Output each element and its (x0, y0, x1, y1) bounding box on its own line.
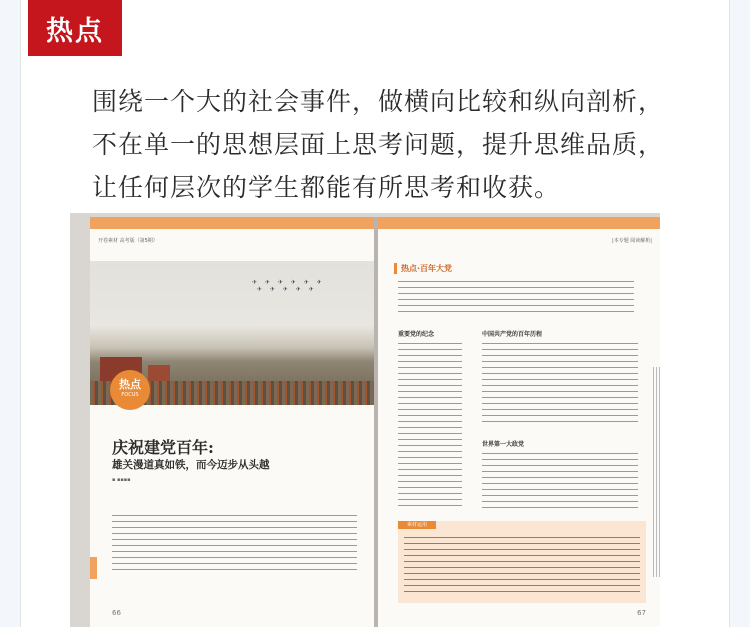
margin-text-lines (653, 367, 660, 577)
byline: ▪ ▪▪▪▪ (112, 477, 131, 483)
material-usage-box (398, 521, 646, 603)
right-page-number: 67 (637, 609, 646, 617)
subhead-largest-party: 世界第一大政党 (482, 441, 525, 448)
left-page-number: 66 (112, 609, 121, 617)
page-tab (90, 557, 97, 579)
article-title: 庆祝建党百年: (112, 438, 214, 457)
description-line-2: 不在单一的思想层面上思考问题，提升思维品质， (92, 130, 665, 159)
left-page-topbar (90, 217, 374, 229)
aircraft-formation-icon: ✈ ✈ ✈ ✈ ✈ ✈ ✈ ✈ ✈ ✈ ✈ (252, 279, 325, 293)
description (92, 80, 692, 209)
description-line-1: 围绕一个大的社会事件，做横向比较和纵向剖析， (92, 87, 665, 116)
magazine-spread-image (70, 213, 660, 627)
box-text-lines (404, 535, 640, 595)
focus-badge (110, 370, 150, 410)
hot-topic-badge: 热点 (28, 0, 122, 56)
column-text-lines (398, 341, 462, 509)
left-page-header: 开卷素材 高考版（第5期） (98, 238, 158, 244)
intro-text-lines (398, 279, 634, 315)
column-text-lines (482, 451, 638, 511)
right-page (378, 217, 660, 627)
description-line-3: 让任何层次的学生都能有所思考和收获。 (92, 173, 561, 202)
column-text-lines (482, 341, 638, 425)
section-title: 热点·百年大党 (394, 263, 452, 274)
body-text-lines (112, 513, 357, 573)
box-tag: 素材运用 (398, 521, 436, 529)
right-page-topbar (378, 217, 660, 229)
right-page-header: |本专题 阅读解析| (612, 238, 652, 244)
left-page (90, 217, 374, 627)
focus-badge-main: 热点 (119, 378, 141, 391)
subhead-party-memorial: 重要党的纪念 (398, 331, 435, 338)
focus-badge-sub: FOCUS (121, 392, 139, 398)
subhead-party-history: 中国共产党的百年历程 (482, 331, 543, 338)
article-subtitle: 雄关漫道真如铁，而今迈步从头越 (112, 459, 270, 471)
